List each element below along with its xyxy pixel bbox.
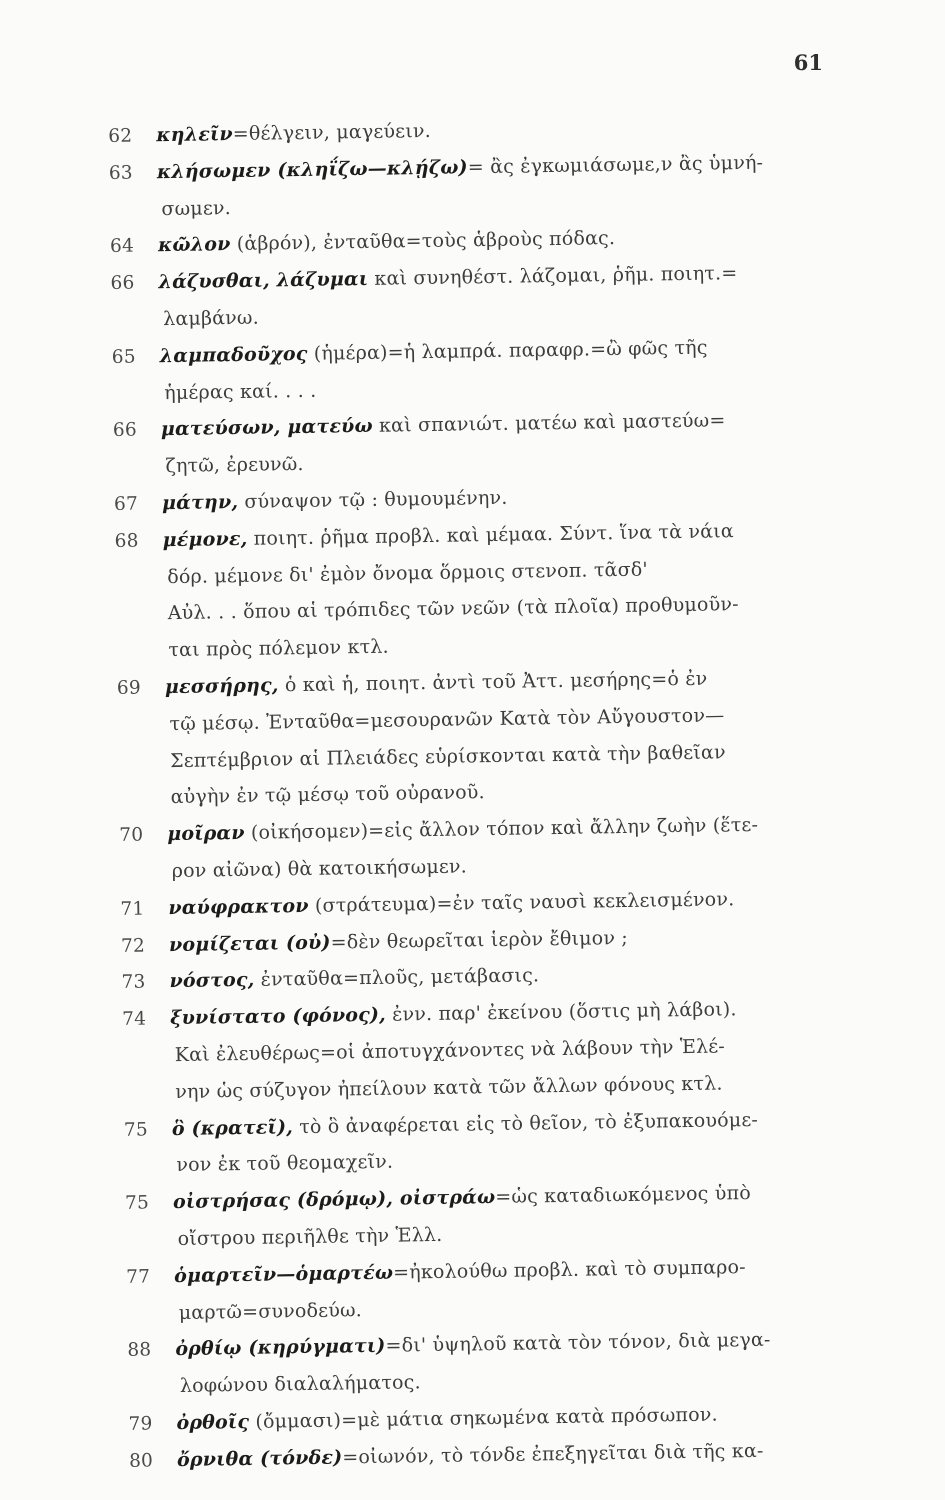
gloss-text: λοφώνου διαλαλήματος.: [179, 1371, 421, 1398]
line-number: 66: [112, 419, 138, 442]
lemma: λάζυσθαι, λάζυμαι: [158, 268, 369, 294]
lemma: μάτην,: [161, 490, 239, 515]
glossary-text-block: [108, 106, 877, 1479]
lemma: κηλεῖν: [156, 123, 233, 147]
line-number: 64: [109, 235, 135, 258]
lemma: ξυνίστατο (φόνος),: [169, 1003, 387, 1030]
line-number: 75: [123, 1119, 149, 1141]
gloss-text: δόρ. μέμονε δι' ἐμὸν ὄνομα ὅρμοις στενοπ. τᾶσδ': [167, 558, 649, 588]
line-number: 69: [116, 677, 142, 699]
gloss-text: =δι' ὑψηλοῦ κατὰ τὸν τόνον, διὰ μεγα-: [385, 1329, 771, 1358]
lemma: ὀρθίῳ (κηρύγματι): [175, 1335, 386, 1361]
gloss-text: (οἰκήσομεν)=εἰς ἄλλον τόπον καὶ ἄλλην ζωὴν (ἕτε-: [244, 814, 759, 845]
gloss-text: ἡμέρας καί. . . .: [164, 379, 317, 404]
lemma: μοῖραν: [167, 822, 245, 846]
lemma: ὀρθοῖς: [176, 1410, 250, 1434]
lemma: οἰστρήσας (δρόμῳ), οἰστράω: [172, 1186, 496, 1214]
line-number: 74: [121, 1008, 147, 1031]
line-number: 88: [127, 1339, 152, 1362]
gloss-text: λαμβάνω.: [162, 306, 260, 331]
gloss-text: ρον αἰῶνα) θὰ κατοικήσωμεν.: [171, 855, 468, 883]
gloss-text: ται πρὸς πόλεμον κτλ.: [168, 635, 389, 662]
gloss-text: =οἰωνόν, τὸ τόνδε ἐπεξηγεῖται διὰ τῆς κα-: [342, 1439, 764, 1469]
gloss-text: (ἡμέρα)=ἡ λαμπρά. παραφρ.=ὢ φῶς τῆς: [307, 336, 708, 365]
gloss-text: =ἠκολούθω προβλ. καὶ τὸ συμπαρο-: [393, 1255, 746, 1284]
gloss-text: Αὐλ. . . ὅπου αἱ τρόπιδες τῶν νεῶν (τὰ πλοῖα) προθυμοῦν-: [167, 593, 739, 625]
gloss-text: τῷ μέσῳ. Ἐνταῦθα=μεσουρανῶν Κατὰ τὸν Αὔγουστον—: [169, 704, 725, 735]
gloss-text: αὐγὴν ἐν τῷ μέσῳ τοῦ οὐρανοῦ.: [170, 781, 485, 809]
lemma: μεσσήρης,: [164, 674, 279, 699]
line-number: 73: [121, 971, 146, 994]
lemma: ὄρνιθα (τόνδε): [176, 1446, 343, 1471]
line-number: 68: [114, 530, 139, 552]
lemma: ὃ (κρατεῖ),: [171, 1115, 294, 1140]
page-number: 61: [793, 50, 823, 75]
gloss-text: ποιητ. ῥῆμα προβλ. καὶ μέμαα. Σύντ. ἵνα τὰ νάια: [247, 519, 735, 550]
gloss-text: (ἁβρόν), ἐνταῦθα=τοὺς ἁβροὺς πόδας.: [230, 227, 616, 256]
line-number: 72: [120, 935, 146, 957]
gloss-text: = ἂς ἐγκωμιάσωμε,ν ἂς ὑμνή-: [467, 151, 764, 179]
gloss-text: ἐνταῦθα=πλοῦς, μετάβασις.: [254, 964, 540, 992]
line-number: 65: [111, 346, 136, 368]
gloss-text: σύναψον τῷ : θυμουμένην.: [237, 486, 508, 513]
lemma: νόστος,: [169, 969, 255, 993]
gloss-text: Καὶ ἐλευθέρως=οἱ ἀποτυγχάνοντες νὰ λάβουν τὴν Ἑλέ-: [174, 1035, 726, 1066]
gloss-text: =ὡς καταδιωκόμενος ὑπὸ: [495, 1182, 752, 1209]
lemma: λαμπαδοῦχος: [159, 342, 308, 367]
lemma: κῶλον: [157, 233, 231, 257]
line-number: 79: [128, 1413, 153, 1435]
gloss-text: (στράτευμα)=ἐν ταῖς ναυσὶ κεκλεισμένον.: [308, 887, 735, 917]
line-number: 63: [108, 162, 133, 184]
line-number: 62: [108, 125, 133, 147]
lemma: μέμονε,: [162, 527, 248, 551]
line-number: 80: [128, 1450, 154, 1472]
gloss-text: ἐνν. παρ' ἐκείνου (ὅστις μὴ λάβοι).: [385, 998, 737, 1026]
gloss-text: καὶ σπανιώτ. ματέω καὶ μαστεύω=: [372, 409, 726, 438]
gloss-text: τὸ ὃ ἀναφέρεται εἰς τὸ θεῖον, τὸ ἐξυπακουόμε-: [292, 1108, 759, 1138]
gloss-text: καὶ συνηθέστ. λάζομαι, ῥῆμ. ποιητ.=: [367, 262, 738, 291]
lemma: ὁμαρτεῖν—ὁμαρτέω: [174, 1261, 394, 1287]
lemma: ναύφρακτον: [168, 894, 309, 919]
gloss-text: οἴστρου περιῆλθε τὴν Ἑλλ.: [177, 1223, 443, 1250]
gloss-text: =δὲν θεωρεῖται ἱερὸν ἔθιμον ;: [330, 926, 629, 954]
lemma: κλήσωμεν (κληΐζω—κλῄζω): [156, 156, 468, 184]
gloss-text: σωμεν.: [161, 196, 232, 220]
gloss-text: =θέλγειν, μαγεύειν.: [232, 119, 432, 146]
gloss-text: (ὄμμασι)=μὲ μάτια σηκωμένα κατὰ πρόσωπον.: [248, 1403, 718, 1433]
gloss-text: ὁ καὶ ἡ, ποιητ. ἀντὶ τοῦ Ἀττ. μεσήρης=ὁ ἐν: [278, 667, 708, 697]
gloss-text: ζητῶ, ἐρευνῶ.: [165, 453, 304, 478]
line-number: 67: [113, 493, 139, 515]
line-number: 77: [126, 1266, 151, 1288]
line-number: 70: [119, 824, 144, 847]
gloss-text: νον ἐκ τοῦ θεομαχεῖν.: [176, 1150, 394, 1177]
gloss-text: Σεπτέμβριον αἱ Πλειάδες εὑρίσκονται κατὰ τὴν βαθεῖαν: [169, 740, 726, 772]
gloss-text: μαρτῶ=συνοδεύω.: [178, 1298, 363, 1324]
lemma: ματεύσων, ματεύω: [160, 415, 373, 441]
lemma: νομίζεται (οὐ): [168, 931, 331, 956]
line-number: 71: [120, 898, 145, 920]
line-number: 66: [110, 272, 135, 295]
line-number: 75: [124, 1192, 150, 1214]
gloss-text: νην ὡς σύζυγον ἠπείλουν κατὰ τῶν ἄλλων φόνους κτλ.: [175, 1072, 723, 1103]
